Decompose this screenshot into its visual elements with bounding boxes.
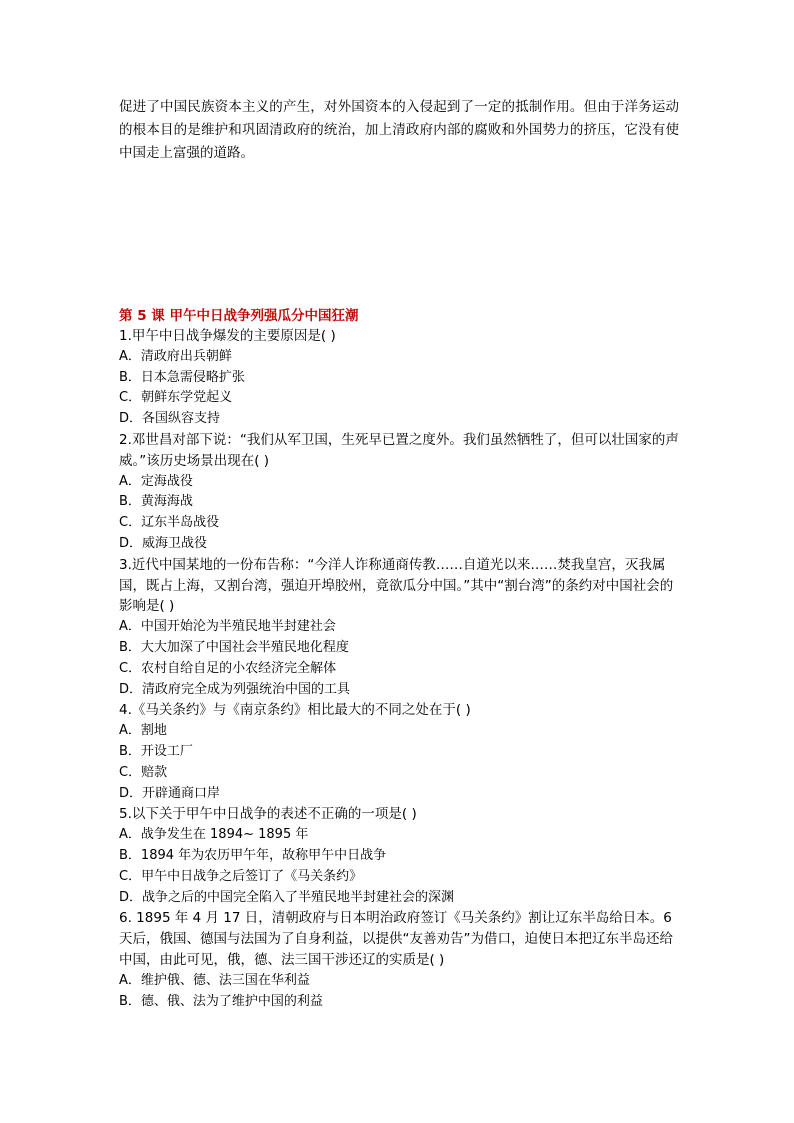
- option-d: D．战争之后的中国完全陷入了半殖民地半封建社会的深渊: [119, 889, 455, 905]
- lesson-title: 第 5 课 甲午中日战争列强瓜分中国狂潮: [119, 308, 359, 324]
- option-d: D．清政府完全成为列强统治中国的工具: [119, 681, 351, 697]
- option-a: A．清政府出兵朝鲜: [119, 348, 232, 364]
- option-a: A．维护俄、德、法三国在华利益: [119, 972, 310, 988]
- question-2: [119, 430, 679, 555]
- question-5: [119, 804, 679, 908]
- option-d: D．开辟通商口岸: [119, 785, 221, 801]
- option-c: C．朝鲜东学党起义: [119, 390, 233, 406]
- lesson-section: [119, 306, 679, 1012]
- question-3: [119, 555, 679, 701]
- option-a: A．中国开始沦为半殖民地半封建社会: [119, 619, 336, 635]
- option-c: C．赔款: [119, 764, 168, 780]
- question-4: [119, 700, 679, 804]
- question-stem: 6. 1895 年 4 月 17 日，清朝政府与日本明治政府签订《马关条约》割让辽东半岛给日本。6 天后，俄国、德国与法国为了自身利益，以提供“友善劝告”为借口，迫使日本把辽东半岛还给中国，由此可见，俄，德、法三国干涉还辽的实质是( ): [119, 910, 673, 968]
- option-d: D．威海卫战役: [119, 535, 208, 551]
- question-stem: 2.邓世昌对部下说：“我们从军卫国，生死早已置之度外。我们虽然牺牲了，但可以壮国家的声威。”该历史场景出现在( ): [119, 431, 679, 469]
- question-stem: 3.近代中国某地的一份布告称：“今洋人诈称通商传教……自道光以来……焚我皇宫，灭我属国，既占上海，又割台湾，强迫开埠胶州，竟欲瓜分中国。”其中“割台湾”的条约对中国社会的影响是( ): [119, 556, 674, 615]
- option-b: B．日本急需侵略扩张: [119, 369, 245, 385]
- option-a: A．割地: [119, 723, 167, 739]
- option-b: B．1894 年为农历甲午年，故称甲午中日战争: [119, 847, 387, 863]
- option-c: C．甲午中日战争之后签订了《马关条约》: [119, 868, 363, 884]
- option-d: D．各国纵容支持: [119, 411, 221, 427]
- question-stem: 1.甲午中日战争爆发的主要原因是( ): [119, 328, 336, 344]
- option-a: A．定海战役: [119, 473, 193, 489]
- option-c: C．辽东半岛战役: [119, 515, 220, 531]
- question-stem: 4.《马关条约》与《南京条约》相比最大的不同之处在于( ): [119, 702, 471, 719]
- question-6: [119, 908, 679, 1012]
- option-a: A．战争发生在 1894~ 1895 年: [119, 827, 309, 843]
- question-stem: 5.以下关于甲午中日战争的表述不正确的一项是( ): [119, 806, 417, 823]
- option-c: C．农村自给自足的小农经济完全解体: [119, 660, 337, 676]
- intro-paragraph: 促进了中国民族资本主义的产生，对外国资本的入侵起到了一定的抵制作用。但由于洋务运动的根本目的是维护和巩固清政府的统治，加上清政府内部的腐败和外国势力的挤压，它没有使中国走上富强的道路。: [119, 99, 679, 161]
- option-b: B．开设工厂: [119, 743, 193, 759]
- option-b: B．德、俄、法为了维护中国的利益: [119, 993, 323, 1009]
- option-b: B．黄海海战: [119, 494, 193, 510]
- question-1: [119, 326, 679, 430]
- option-b: B．大大加深了中国社会半殖民地化程度: [119, 639, 349, 655]
